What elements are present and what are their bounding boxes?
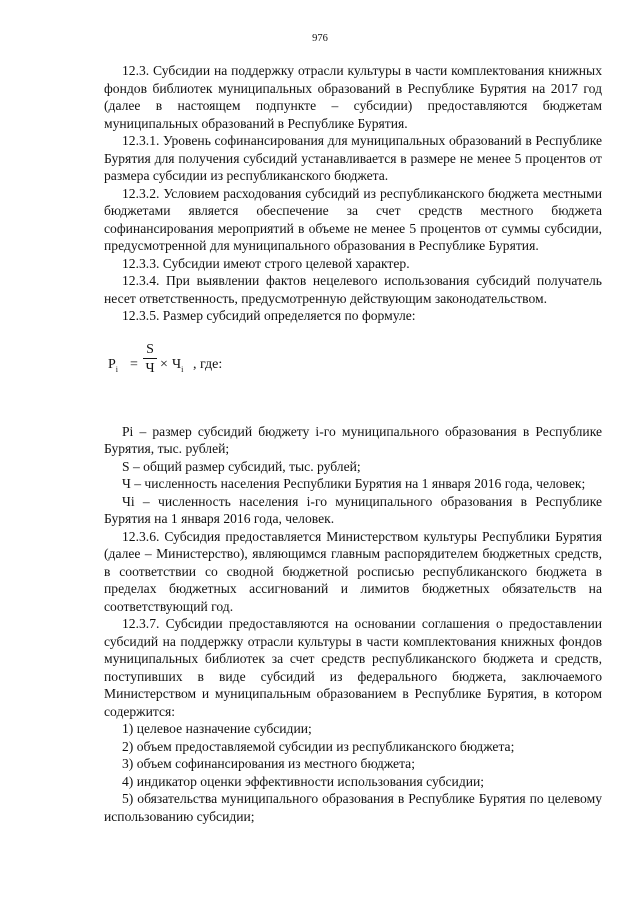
- formula-rhs: $Ч_i$: [172, 356, 184, 374]
- formula-numerator: S: [146, 341, 154, 357]
- list-item: 3) объем софинансирования из местного бюджета;: [122, 756, 415, 771]
- paragraph-12-3-4: 12.3.4. При выявлении фактов нецелевого использования субсидий получатель несет ответственность, предусмотренную действующим законодательством.: [104, 273, 602, 306]
- formula-times: ×: [160, 356, 168, 372]
- list-item: 5) обязательства муниципального образования в Республике Бурятия по целевому использованию субсидии;: [104, 791, 602, 824]
- subsidy-formula: [104, 339, 602, 395]
- formula-suffix: , где:: [193, 356, 223, 372]
- definition-chi: Чi – численность населения i-го муниципального образования в Республике Бурятия на 1 января 2016 года, человек.: [104, 493, 602, 526]
- paragraph-12-3-7: 12.3.7. Субсидии предоставляются на основании соглашения о предоставлении субсидий на поддержку отрасли культуры в части комплектования книжных фондов муниципальных библиотек за счет средств республиканского бюджета и средств, поступивших в виде субсидий из федерального бюджета, заключаемого Министерством и муниципальным образованием в Республике Бурятия, в котором содержится:: [104, 616, 602, 719]
- paragraph-12-3-2: 12.3.2. Условием расходования субсидий из республиканского бюджета местными бюджетами является обеспечение за счет средств местного бюджета софинансирования мероприятий в объеме не менее 5 процентов от суммы субсидии, предусмотренной для муниципального образования в Республике Бурятия.: [104, 185, 602, 253]
- formula-lhs: $P_i$: [108, 356, 119, 374]
- document-body: [104, 62, 602, 825]
- formula-denominator: Ч: [145, 360, 155, 376]
- list-item: 1) целевое назначение субсидии;: [122, 721, 312, 736]
- paragraph-12-3-6: 12.3.6. Субсидия предоставляется Министерством культуры Республики Бурятия (далее – Министерство), являющимся главным распорядителем бюджетных средств, в соответствии со сводной бюджетной росписью республиканского бюджета в пределах бюджетных ассигнований и лимитов бюджетных обязательств на соответствующий год.: [104, 528, 602, 614]
- paragraph-12-3: 12.3. Субсидии на поддержку отрасли культуры в части комплектования книжных фондов библиотек муниципальных образований в Республике Бурятия на 2017 год (далее в настоящем подпункте – субсидии) предоставляются бюджетам муниципальных образований в Республике Бурятия.: [104, 63, 602, 131]
- paragraph-12-3-1: 12.3.1. Уровень софинансирования для муниципальных образований в Республике Бурятия для получения субсидий устанавливается в размере не менее 5 процентов от размера субсидии из республиканского бюджета.: [104, 133, 602, 183]
- definition-pi: Pi – размер субсидий бюджету i-го муниципального образования в Республике Бурятия, тыс. рублей;: [104, 423, 602, 456]
- page-number: 976: [312, 33, 328, 44]
- paragraph-12-3-3: 12.3.3. Субсидии имеют строго целевой характер.: [122, 255, 410, 271]
- paragraph-12-3-5: 12.3.5. Размер субсидий определяется по формуле:: [122, 308, 416, 323]
- formula-equals: =: [130, 356, 138, 372]
- list-item: 4) индикатор оценки эффективности использования субсидии;: [122, 773, 485, 789]
- list-item: 2) объем предоставляемой субсидии из республиканского бюджета;: [122, 738, 515, 754]
- definition-ch: Ч – численность населения Республики Бурятия на 1 января 2016 года, человек;: [122, 476, 586, 491]
- definition-s: S – общий размер субсидий, тыс. рублей;: [122, 458, 361, 474]
- formula-fraction: [143, 341, 157, 378]
